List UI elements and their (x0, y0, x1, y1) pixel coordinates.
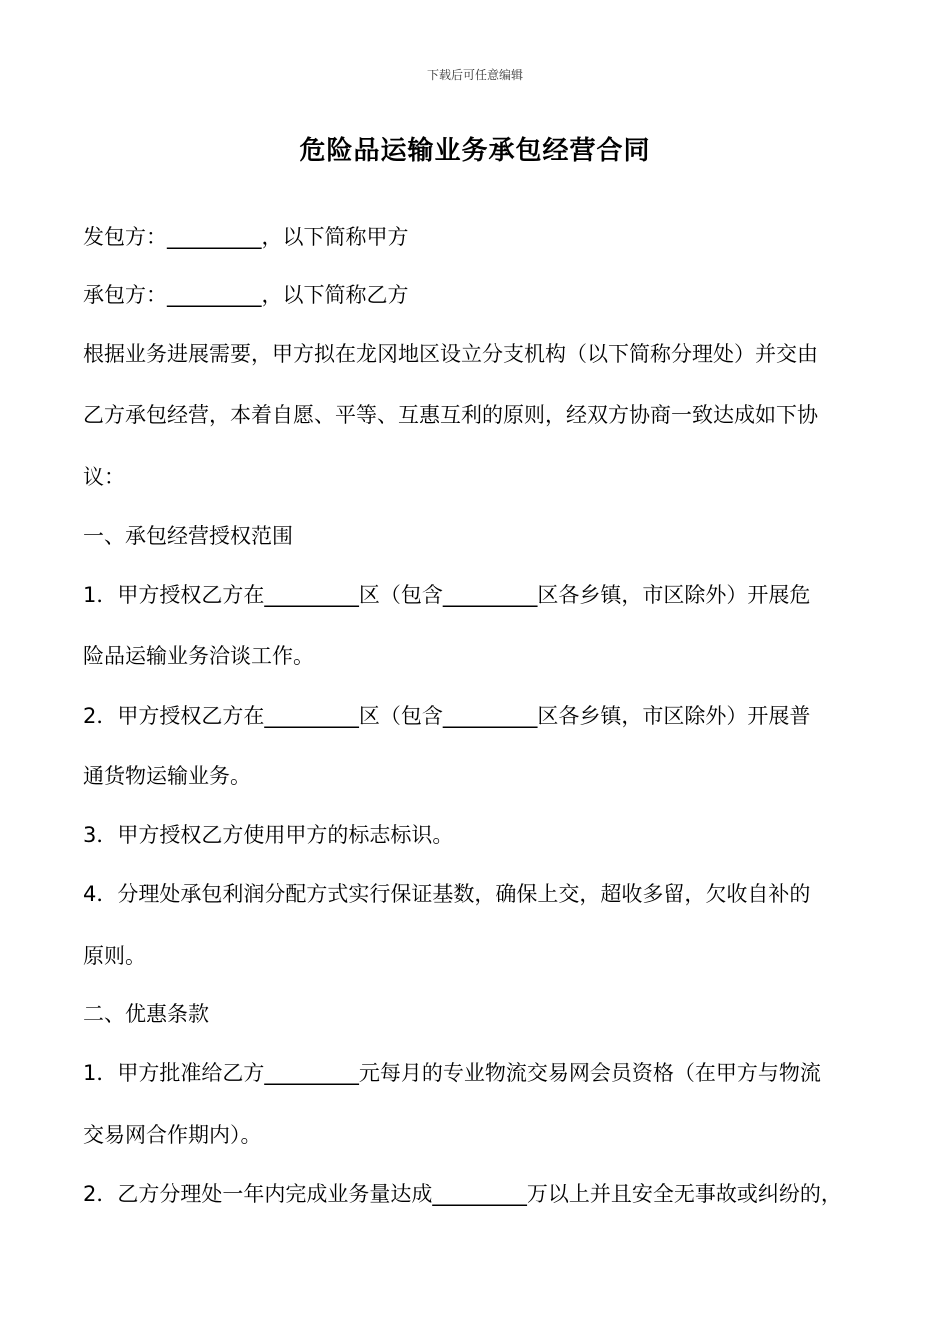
party-a-line: 发包方：_________，以下简称甲方 (83, 225, 409, 249)
clause-1-1-line-2: 险品运输业务洽谈工作。 (83, 644, 314, 668)
clause-1-2-line-1: 2．甲方授权乙方在_________区（包含_________区各乡镇，市区除外）开展普 (83, 704, 811, 728)
header-note: 下载后可任意编辑 (426, 68, 523, 82)
clause-1-1-line-1: 1．甲方授权乙方在_________区（包含_________区各乡镇，市区除外）开展危 (83, 583, 811, 607)
clause-2-1-line-2: 交易网合作期内）。 (83, 1123, 262, 1147)
party-b-line: 承包方：_________，以下简称乙方 (83, 283, 409, 307)
section-2-heading: 二、优惠条款 (83, 1002, 209, 1026)
clause-1-4-line-1: 4．分理处承包利润分配方式实行保证基数，确保上交，超收多留，欠收自补的 (83, 882, 811, 906)
document-title: 危险品运输业务承包经营合同 (299, 136, 651, 166)
clause-2-2-line-1: 2．乙方分理处一年内完成业务量达成_________万以上并且安全无事故或纠纷的， (83, 1182, 842, 1206)
clause-1-3: 3．甲方授权乙方使用甲方的标志标识。 (83, 823, 454, 847)
clause-1-2-line-2: 通货物运输业务。 (83, 764, 251, 788)
clause-2-1-line-1: 1．甲方批准给乙方_________元每月的专业物流交易网会员资格（在甲方与物流 (83, 1061, 821, 1085)
preamble-line-2: 乙方承包经营，本着自愿、平等、互惠互利的原则，经双方协商一致达成如下协 (83, 403, 818, 427)
section-1-heading: 一、承包经营授权范围 (83, 524, 293, 548)
preamble-line-1: 根据业务进展需要，甲方拟在龙冈地区设立分支机构（以下简称分理处）并交由 (83, 342, 818, 366)
clause-1-4-line-2: 原则。 (83, 944, 146, 968)
preamble-line-3: 议： (83, 465, 125, 489)
